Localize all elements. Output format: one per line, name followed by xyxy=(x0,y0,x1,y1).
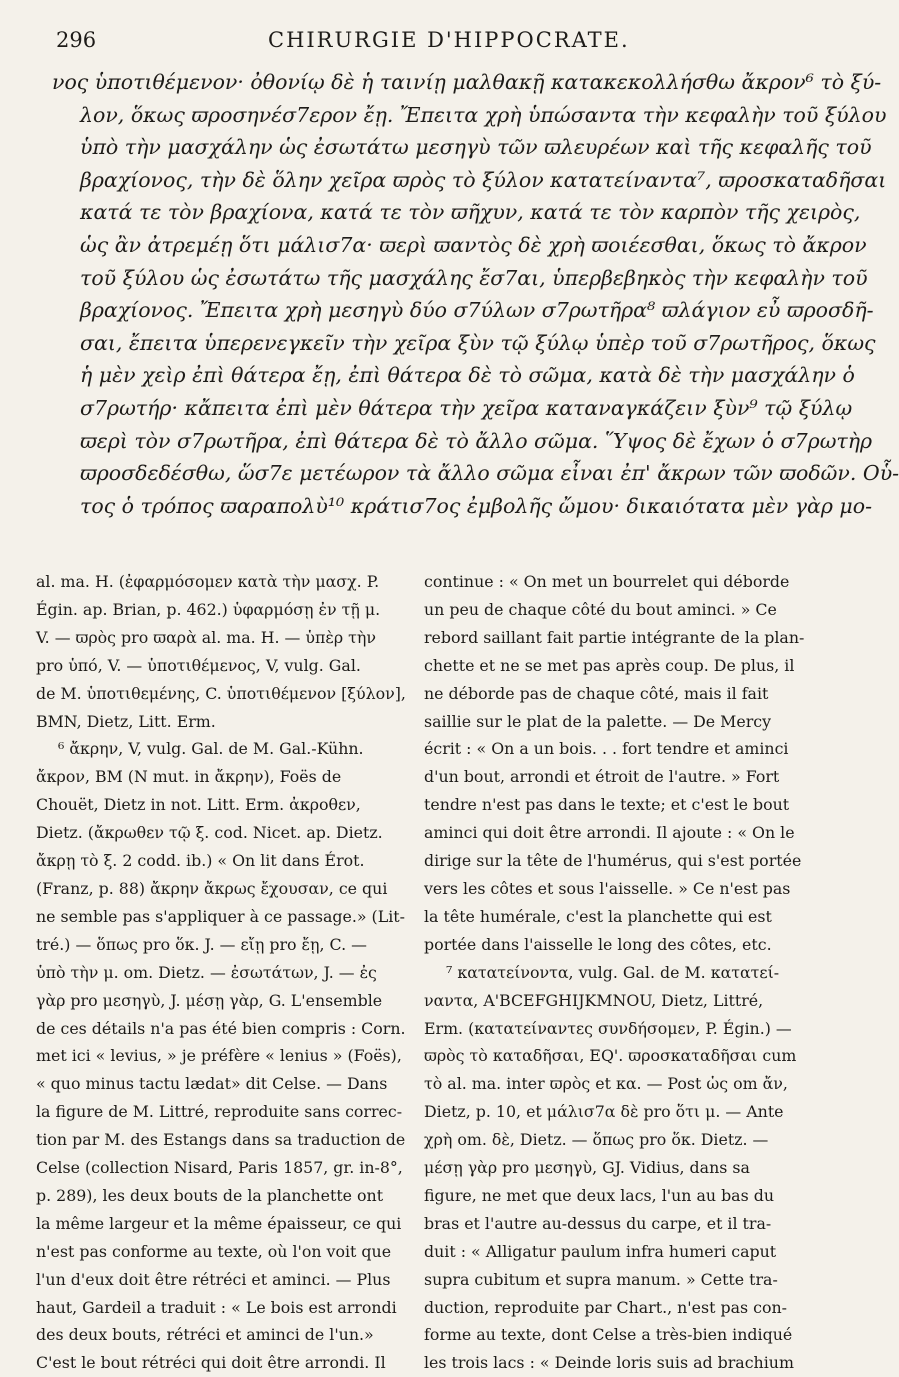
greek-text-line: ὑπὸ τὴν μασχάλην ὡς ἐσωτάτω μεσηγὺ τῶν ϖλευρέων καὶ τῆς κεφαλῆς τοῦ xyxy=(80,135,872,160)
footnote-line: haut, Gardeil a traduit : « Le bois est arrondi xyxy=(36,1297,397,1317)
footnote-line: la figure de M. Littré, reproduite sans correc- xyxy=(36,1102,403,1122)
greek-text-line: βραχίονος, τὴν δὲ ὅλην χεῖρα ϖρὸς τὸ ξύλον κατατείναντα⁷, ϖροσκαταδῆσαι xyxy=(80,167,887,192)
running-title: CHIRURGIE D'HIPPOCRATE. xyxy=(268,28,630,52)
footnote-line: écrit : « On a un bois. . . fort tendre et aminci xyxy=(424,739,789,759)
footnote-line: duit : « Alligatur paulum infra humeri caput xyxy=(424,1241,777,1261)
footnote-line: figure, ne met que deux lacs, l'un au bas du xyxy=(424,1185,775,1205)
footnote-line: rebord saillant fait partie intégrante de la plan- xyxy=(424,627,805,647)
footnote-line: aminci qui doit être arrondi. Il ajoute : « On le xyxy=(424,823,795,843)
footnote-line: γὰρ pro μεσηγὺ, J. μέσῃ γὰρ, G. L'ensemble xyxy=(36,990,383,1010)
footnote-line: forme au texte, dont Celse a très-bien indiqué xyxy=(424,1325,793,1345)
footnote-line: (Franz, p. 88) ἄκρην ἄκρως ἔχουσαν, ce qui xyxy=(36,878,388,898)
footnote-line: Dietz. (ἄκρωθεν τῷ ξ. cod. Nicet. ap. Dietz. xyxy=(36,823,383,843)
greek-text-line: τοῦ ξύλου ὡς ἐσωτάτω τῆς μασχάλης ἔσ7αι, ὑπερβεβηκὸς τὴν κεφαλὴν τοῦ xyxy=(80,265,868,290)
footnote-line: ⁶ ἄκρην, V, vulg. Gal. de M. Gal.-Kühn. xyxy=(58,739,364,759)
footnote-line: p. 289), les deux bouts de la planchette ont xyxy=(36,1185,384,1205)
footnote-line: dirige sur la tête de l'humérus, qui s'est portée xyxy=(424,851,802,871)
greek-text-line: ὡς ἂν ἀτρεμέῃ ὅτι μάλισ7α· ϖερὶ ϖαντὸς δὲ χρὴ ϖοιέεσθαι, ὅκως τὸ ἄκρον xyxy=(80,232,867,257)
greek-text-line: λον, ὅκως ϖροσηνέσ7ερον ἔῃ. Ἔπειτα χρὴ ὑπώσαντα τὴν κεφαλὴν τοῦ ξύλου xyxy=(80,102,887,127)
footnotes xyxy=(36,568,805,1373)
greek-text-line: ἡ μὲν χεὶρ ἐπὶ θάτερα ἔῃ, ἐπὶ θάτερα δὲ τὸ σῶμα, κατὰ δὲ τὴν μασχάλην ὁ xyxy=(80,363,855,388)
footnote-line: tion par M. des Estangs dans sa traduction de xyxy=(36,1130,406,1150)
footnote-line: al. ma. H. (ἐφαρμόσομεν κατὰ τὴν μασχ. P. xyxy=(36,572,380,591)
footnote-line: Erm. (κατατείναντες συνδήσομεν, P. Égin.) — xyxy=(424,1018,792,1038)
footnote-line: C'est le bout rétréci qui doit être arrondi. Il xyxy=(36,1353,386,1373)
footnote-line: vers les côtes et sous l'aisselle. » Ce n'est pas xyxy=(424,878,791,898)
footnote-line: la même largeur et la même épaisseur, ce qui xyxy=(36,1213,402,1233)
greek-text-line: νος ὑποτιθέμενον· ὀθονίῳ δὲ ἡ ταινίῃ μαλθακῇ κατακεκολλήσθω ἄκρον⁶ τὸ ξύ- xyxy=(52,70,882,94)
footnote-line: de M. ὑποτιθεμένης, C. ὑποτιθέμενον [ξύλον], xyxy=(36,683,406,703)
footnote-line: Égin. ap. Brian, p. 462.) ὑφαρμόσῃ ἐν τῇ μ. xyxy=(36,599,381,619)
footnote-line: ne déborde pas de chaque côté, mais il fait xyxy=(424,683,769,703)
footnote-line: ἄκρῃ τὸ ξ. 2 codd. ib.) « On lit dans Érot. xyxy=(36,851,365,871)
page-header xyxy=(56,28,760,62)
footnote-line: ἄκρον, BM (N mut. in ἄκρην), Foës de xyxy=(36,767,342,787)
greek-text-block xyxy=(52,66,899,522)
greek-text-line: σ7ρωτήρ· κἄπειτα ἐπὶ μὲν θάτερα τὴν χεῖρα καταναγκάζειν ξὺν⁹ τῷ ξύλῳ xyxy=(80,395,853,420)
footnote-line: l'un d'eux doit être rétréci et aminci. — Plus xyxy=(36,1269,391,1289)
footnote-line: de ces détails n'a pas été bien compris : Corn. xyxy=(36,1018,406,1038)
footnote-line: Dietz, p. 10, et μάλισ7α δὲ pro ὅτι μ. — Ante xyxy=(424,1102,784,1122)
footnote-line: τὸ al. ma. inter ϖρὸς et κα. — Post ὡς om ἄν, xyxy=(424,1074,788,1094)
footnotes-right-column xyxy=(414,568,805,1373)
greek-text-line: ϖερὶ τὸν σ7ρωτῆρα, ἐπὶ θάτερα δὲ τὸ ἄλλο σῶμα. Ὕψος δὲ ἔχων ὁ σ7ρωτὴρ xyxy=(80,428,873,453)
footnote-line: n'est pas conforme au texte, où l'on voit que xyxy=(36,1241,392,1261)
footnote-line: la tête humérale, c'est la planchette qui est xyxy=(424,906,772,926)
footnote-line: continue : « On met un bourrelet qui déborde xyxy=(424,572,790,591)
footnotes-left-column xyxy=(36,568,406,1373)
page-number: 296 xyxy=(56,28,97,52)
footnote-line: μέσῃ γὰρ pro μεσηγὺ, GJ. Vidius, dans sa xyxy=(424,1158,750,1178)
footnote-line: V. — ϖρὸς pro ϖαρὰ al. ma. H. — ὑπὲρ τὴν xyxy=(36,627,376,647)
footnote-line: chette et ne se met pas après coup. De plus, il xyxy=(424,655,795,675)
greek-text-line: βραχίονος. Ἔπειτα χρὴ μεσηγὺ δύο σ7ύλων σ7ρωτῆρα⁸ ϖλάγιον εὖ ϖροσδῆ- xyxy=(80,298,874,323)
footnote-line: χρὴ om. δὲ, Dietz. — ὅπως pro ὅκ. Dietz. — xyxy=(424,1130,769,1150)
footnote-line: met ici « levius, » je préfère « lenius » (Foës), xyxy=(36,1046,402,1066)
footnote-line: un peu de chaque côté du bout aminci. » Ce xyxy=(424,599,777,619)
footnote-line: pro ὑπό, V. — ὑποτιθέμενος, V, vulg. Gal. xyxy=(36,655,361,675)
footnote-line: duction, reproduite par Chart., n'est pas con- xyxy=(424,1297,788,1317)
footnote-line: tendre n'est pas dans le texte; et c'est le bout xyxy=(424,795,790,815)
footnote-line: des deux bouts, rétréci et aminci de l'un.» xyxy=(36,1325,374,1345)
greek-text-line: σαι, ἔπειτα ὑπερενεγκεῖν τὴν χεῖρα ξὺν τῷ ξύλῳ ὑπὲρ τοῦ σ7ρωτῆρος, ὅκως xyxy=(80,330,876,355)
footnote-line: portée dans l'aisselle le long des côtes, etc. xyxy=(424,934,772,954)
footnote-line: ϖρὸς τὸ καταδῆσαι, EQ'. ϖροσκαταδῆσαι cum xyxy=(424,1046,797,1066)
footnote-line: supra cubitum et supra manum. » Cette tra- xyxy=(424,1269,778,1289)
footnote-line: BMN, Dietz, Litt. Erm. xyxy=(36,711,216,731)
footnote-line: ⁷ κατατείνοντα, vulg. Gal. de M. κατατεί- xyxy=(446,962,780,982)
greek-text-line: τος ὁ τρόπος ϖαραπολὺ¹⁰ κράτισ7ος ἐμβολῆς ὤμου· δικαιότατα μὲν γὰρ μο- xyxy=(80,493,873,518)
footnote-line: ναντα, A'BCEFGHIJKMNOU, Dietz, Littré, xyxy=(424,990,764,1010)
greek-text-line: ϖροσδεδέσθω, ὥσ7ε μετέωρον τὰ ἄλλο σῶμα εἶναι ἐπ' ἄκρων τῶν ϖοδῶν. Οὗ- xyxy=(80,461,899,486)
footnote-line: ne semble pas s'appliquer à ce passage.» (Lit- xyxy=(36,906,405,926)
footnote-line: saillie sur le plat de la palette. — De Mercy xyxy=(424,711,772,731)
footnote-line: tré.) — ὅπως pro ὅκ. J. — εἴῃ pro ἔῃ, C. — xyxy=(36,934,367,954)
footnote-line: « quo minus tactu lædat» dit Celse. — Dans xyxy=(36,1074,388,1094)
footnote-line: Celse (collection Nisard, Paris 1857, gr. in-8°, xyxy=(36,1158,403,1178)
footnote-line: Chouët, Dietz in not. Litt. Erm. ἀκροθεν, xyxy=(36,795,361,815)
footnote-line: d'un bout, arrondi et étroit de l'autre. » Fort xyxy=(424,767,780,787)
footnote-line: les trois lacs : « Deinde loris suis ad brachium xyxy=(424,1353,794,1373)
greek-text-line: κατά τε τὸν βραχίονα, κατά τε τὸν ϖῆχυν, κατά τε τὸν καρπὸν τῆς χειρὸς, xyxy=(80,200,861,225)
footnote-line: bras et l'autre au-dessus du carpe, et il tra- xyxy=(424,1213,772,1233)
footnote-line: ὑπὸ τὴν μ. om. Dietz. — ἐσωτάτων, J. — ἐς xyxy=(36,962,377,982)
